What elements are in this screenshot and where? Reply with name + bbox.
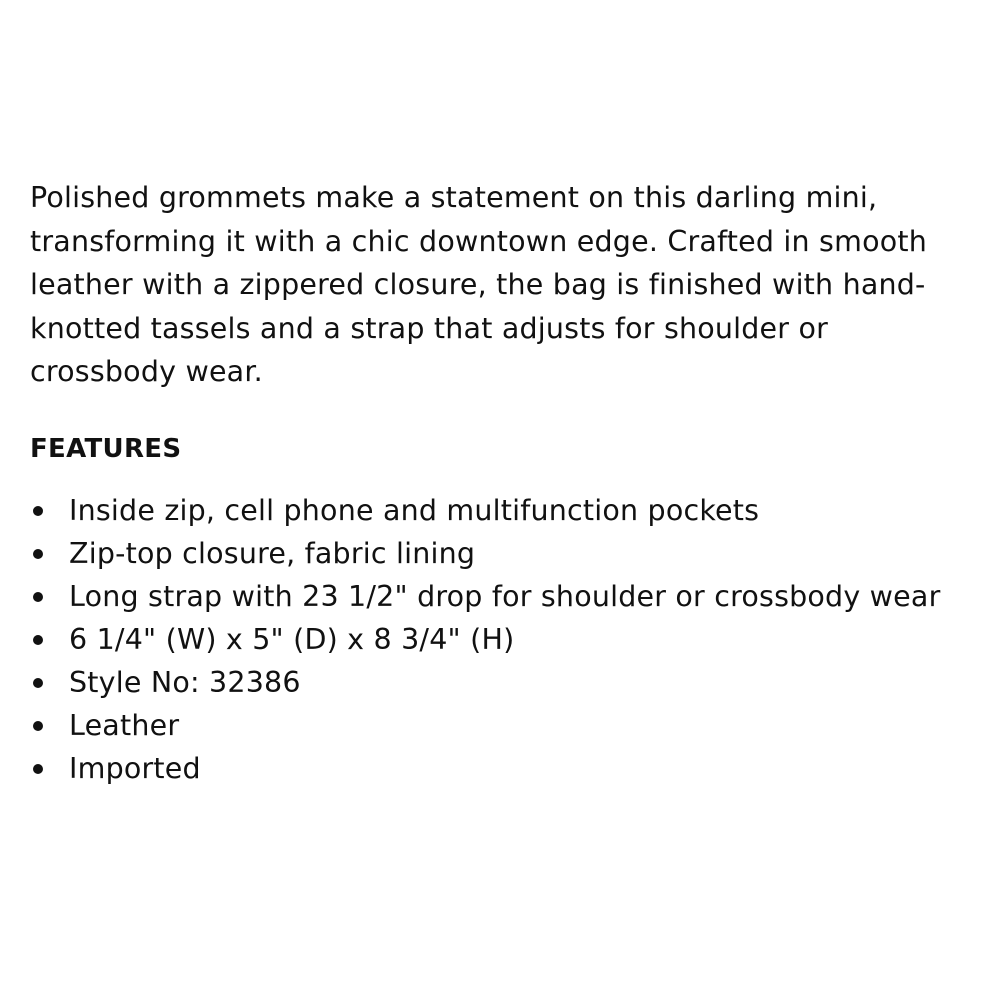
feature-text: 6 1/4" (W) x 5" (D) x 8 3/4" (H) xyxy=(69,623,515,656)
feature-item xyxy=(30,704,970,747)
feature-text: Style No: 32386 xyxy=(69,666,301,699)
bullet-icon xyxy=(33,721,43,731)
product-description: Polished grommets make a statement on this darling mini, transforming it with a chic downtown edge. Crafted in smooth leather with a zippered closure, the bag is finished with hand-knotted tassels and a strap that adjusts for shoulder or crossbody wear. xyxy=(30,181,927,388)
feature-item xyxy=(30,747,970,790)
bullet-icon xyxy=(33,678,43,688)
feature-text: Long strap with 23 1/2" drop for shoulder or crossbody wear xyxy=(69,580,941,613)
bullet-icon xyxy=(33,549,43,559)
features-list xyxy=(30,489,970,790)
feature-item xyxy=(30,618,970,661)
feature-item xyxy=(30,532,970,575)
feature-item xyxy=(30,489,970,532)
feature-item xyxy=(30,575,970,618)
features-heading: FEATURES xyxy=(30,434,182,464)
feature-text: Zip-top closure, fabric lining xyxy=(69,537,476,570)
feature-item xyxy=(30,661,970,704)
bullet-icon xyxy=(33,592,43,602)
bullet-icon xyxy=(33,506,43,516)
feature-text: Inside zip, cell phone and multifunction pockets xyxy=(69,494,760,527)
feature-text: Leather xyxy=(69,709,180,742)
bullet-icon xyxy=(33,635,43,645)
bullet-icon xyxy=(33,764,43,774)
feature-text: Imported xyxy=(69,752,201,785)
